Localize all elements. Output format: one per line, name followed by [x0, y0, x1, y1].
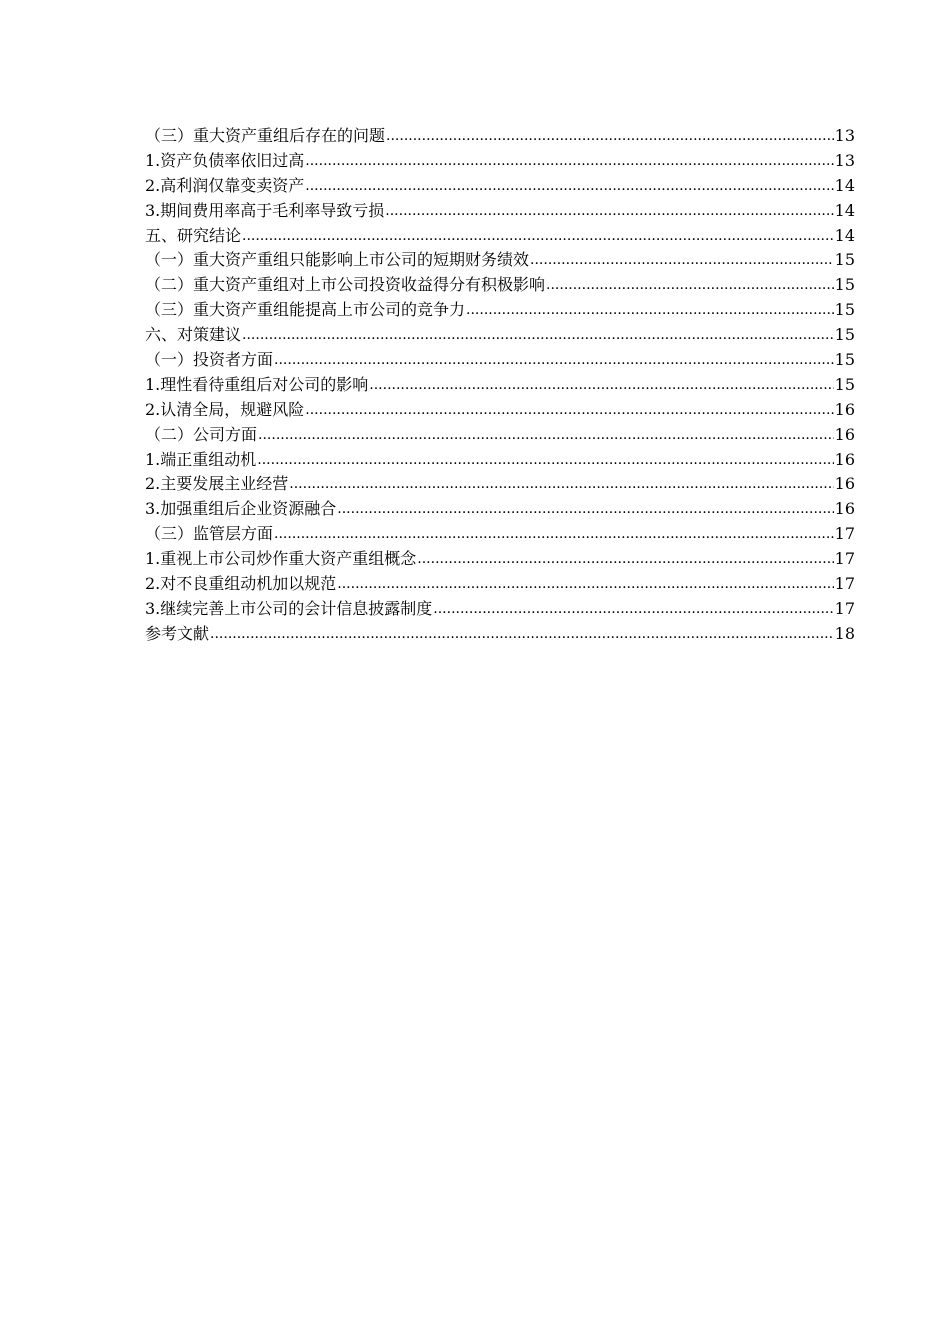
toc-leader-dots: [385, 199, 833, 224]
toc-entry-page: 16: [834, 449, 855, 469]
toc-entry[interactable]: [145, 174, 855, 199]
toc-entry-title: 1.端正重组动机: [145, 449, 257, 469]
toc-leader-dots: [369, 373, 833, 398]
toc-entry-title: （三）监管层方面: [145, 524, 274, 544]
toc-entry-page: 16: [834, 499, 855, 519]
toc-entry[interactable]: [145, 423, 855, 448]
toc-leader-dots: [305, 174, 833, 199]
toc-entry[interactable]: [145, 497, 855, 522]
toc-entry-page: 16: [834, 424, 855, 444]
toc-entry-title: 3.继续完善上市公司的会计信息披露制度: [145, 598, 433, 618]
toc-entry-title: 1.重视上市公司炒作重大资产重组概念: [145, 549, 417, 569]
toc-entry-page: 18: [834, 623, 855, 643]
toc-leader-dots: [257, 448, 833, 473]
toc-entry[interactable]: [145, 323, 855, 348]
toc-entry-page: 16: [834, 399, 855, 419]
toc-entry-title: 3.期间费用率高于毛利率导致亏损: [145, 200, 385, 220]
toc-entry-page: 15: [834, 275, 855, 295]
toc-entry-page: 15: [834, 325, 855, 345]
toc-entry-page: 16: [834, 474, 855, 494]
toc-entry-title: （三）重大资产重组能提高上市公司的竞争力: [145, 300, 466, 320]
toc-entry[interactable]: [145, 373, 855, 398]
toc-leader-dots: [337, 497, 833, 522]
toc-entry-page: 17: [834, 549, 855, 569]
toc-entry-title: （一）重大资产重组只能影响上市公司的短期财务绩效: [145, 250, 530, 270]
toc-entry-title: 2.对不良重组动机加以规范: [145, 574, 337, 594]
toc-entry-title: 五、研究结论: [145, 225, 242, 245]
toc-entry-page: 15: [834, 374, 855, 394]
toc-entry[interactable]: [145, 448, 855, 473]
toc-entry-title: 2.高利润仅靠变卖资产: [145, 175, 305, 195]
toc-entry[interactable]: [145, 472, 855, 497]
toc-entry-title: （一）投资者方面: [145, 350, 274, 370]
toc-leader-dots: [466, 298, 834, 323]
toc-leader-dots: [337, 572, 833, 597]
toc-leader-dots: [546, 273, 834, 298]
toc-entry-title: 2.认清全局，规避风险: [145, 399, 305, 419]
toc-leader-dots: [433, 597, 833, 622]
toc-entry[interactable]: [145, 597, 855, 622]
toc-entry-title: （三）重大资产重组后存在的问题: [145, 126, 386, 145]
toc-entry-title: 六、对策建议: [145, 325, 242, 345]
toc-leader-dots: [242, 323, 834, 348]
toc-entry[interactable]: [145, 149, 855, 174]
toc-entry-page: 14: [834, 200, 855, 220]
table-of-contents: [145, 124, 855, 647]
toc-leader-dots: [289, 472, 833, 497]
toc-entry[interactable]: [145, 273, 855, 298]
toc-entry[interactable]: [145, 298, 855, 323]
toc-leader-dots: [305, 149, 833, 174]
toc-entry-page: 15: [834, 350, 855, 370]
toc-entry[interactable]: [145, 248, 855, 273]
toc-entry[interactable]: [145, 572, 855, 597]
toc-entry-page: 17: [834, 598, 855, 618]
toc-entry-page: 13: [834, 150, 855, 170]
toc-leader-dots: [417, 547, 833, 572]
toc-leader-dots: [530, 248, 834, 273]
toc-entry-page: 14: [834, 175, 855, 195]
toc-entry[interactable]: [145, 224, 855, 249]
toc-leader-dots: [386, 124, 834, 149]
toc-entry-title: 1.理性看待重组后对公司的影响: [145, 374, 369, 394]
toc-entry[interactable]: [145, 124, 855, 149]
toc-entry-page: 13: [834, 126, 855, 145]
toc-leader-dots: [274, 348, 834, 373]
toc-leader-dots: [258, 423, 834, 448]
toc-leader-dots: [274, 522, 834, 547]
toc-entry-title: 参考文献: [145, 623, 210, 643]
toc-entry[interactable]: [145, 622, 855, 647]
toc-entry-title: （二）重大资产重组对上市公司投资收益得分有积极影响: [145, 275, 546, 295]
toc-entry-page: 15: [834, 300, 855, 320]
toc-leader-dots: [210, 622, 834, 647]
toc-entry-page: 17: [834, 524, 855, 544]
toc-entry[interactable]: [145, 547, 855, 572]
toc-entry[interactable]: [145, 522, 855, 547]
toc-entry-page: 15: [834, 250, 855, 270]
toc-leader-dots: [242, 224, 834, 249]
toc-entry-title: 2.主要发展主业经营: [145, 474, 289, 494]
toc-entry-title: 3.加强重组后企业资源融合: [145, 499, 337, 519]
toc-leader-dots: [305, 398, 833, 423]
toc-entry[interactable]: [145, 348, 855, 373]
toc-entry[interactable]: [145, 398, 855, 423]
toc-entry-title: （二）公司方面: [145, 424, 258, 444]
toc-entry-title: 1.资产负债率依旧过高: [145, 150, 305, 170]
toc-entry-page: 17: [834, 574, 855, 594]
toc-entry[interactable]: [145, 199, 855, 224]
toc-entry-page: 14: [834, 225, 855, 245]
